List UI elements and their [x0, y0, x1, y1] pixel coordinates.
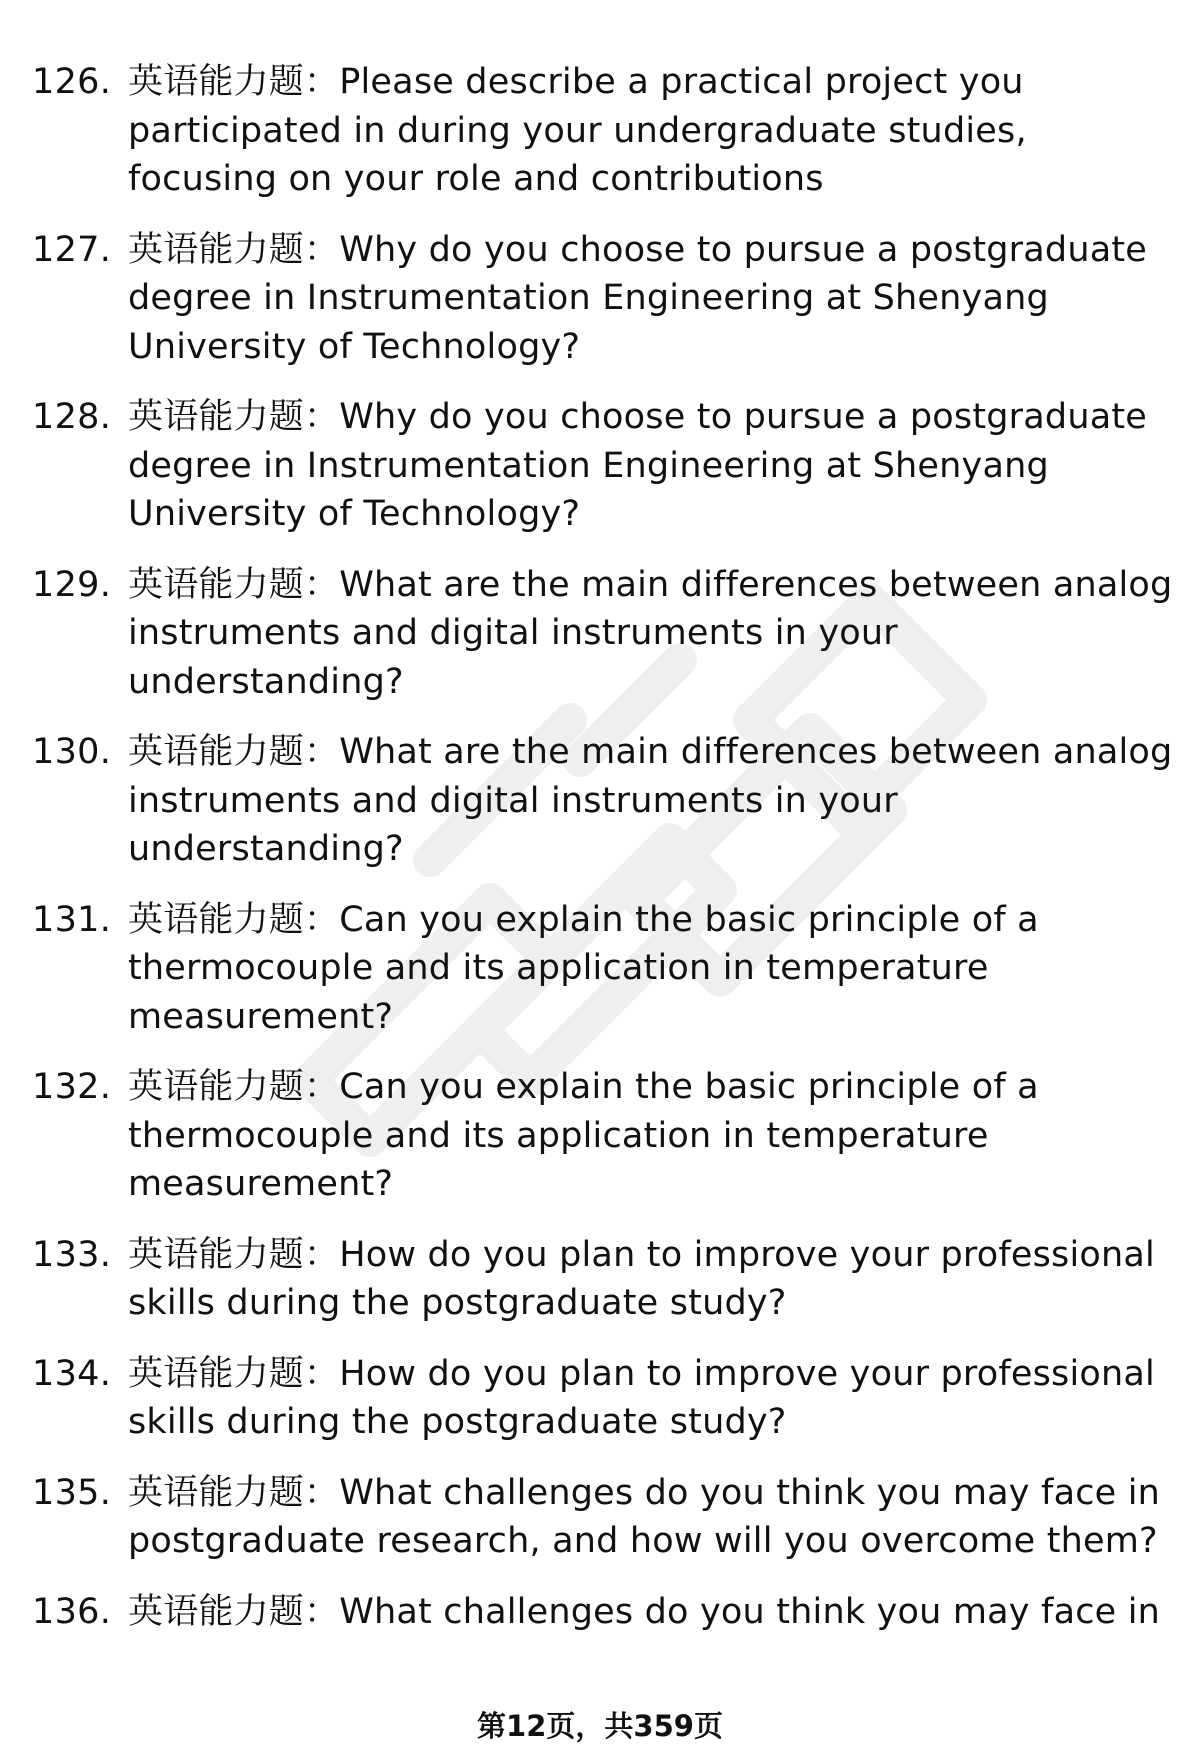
- question-text: Can you explain the basic principle of a thermocouple and its application in temperature measurement?: [128, 899, 1039, 1037]
- question-item: [0, 1469, 1200, 1566]
- question-item: [0, 896, 1200, 1042]
- question-text: What are the main differences between analog instruments and digital instruments in your understanding?: [128, 564, 1173, 702]
- question-item: [0, 393, 1200, 539]
- question-category: 英语能力题：: [128, 62, 340, 102]
- question-list: [0, 58, 1200, 1658]
- question-text: Can you explain the basic principle of a thermocouple and its application in temperature measurement?: [128, 1067, 1039, 1204]
- question-item: [0, 1588, 1200, 1637]
- question-item: [0, 561, 1200, 707]
- question-body: [128, 561, 1178, 707]
- question-category: 英语能力题：: [128, 229, 340, 270]
- question-category: 英语能力题：: [128, 1353, 340, 1394]
- question-number: 128.: [32, 397, 112, 437]
- question-item: [0, 58, 1200, 204]
- question-body: [128, 728, 1178, 874]
- question-item: [0, 1350, 1200, 1447]
- question-category: 英语能力题：: [128, 1234, 340, 1275]
- question-body: [128, 58, 1178, 204]
- question-number: 126.: [32, 62, 112, 102]
- question-category: 英语能力题：: [128, 397, 340, 437]
- question-number: 133.: [32, 1234, 112, 1275]
- question-text: Why do you choose to pursue a postgraduate degree in Instrumentation Engineering at Shenyang University of Technology?: [128, 229, 1148, 367]
- question-number: 127.: [32, 229, 112, 270]
- question-body: [128, 1350, 1178, 1447]
- question-number: 130.: [32, 732, 112, 772]
- question-category: 英语能力题：: [128, 899, 340, 940]
- page-footer: [0, 1708, 1200, 1744]
- question-text: How do you plan to improve your professional skills during the postgraduate study?: [128, 1353, 1155, 1442]
- question-number: 131.: [32, 899, 112, 940]
- question-category: 英语能力题：: [128, 732, 340, 772]
- question-text: What challenges do you think you may face in: [339, 1591, 1161, 1632]
- question-body: [128, 226, 1178, 372]
- question-text: What are the main differences between analog instruments and digital instruments in your understanding?: [128, 732, 1173, 869]
- question-number: 135.: [32, 1472, 112, 1513]
- question-number: 129.: [32, 564, 112, 605]
- question-category: 英语能力题：: [128, 564, 340, 605]
- question-number: 136.: [32, 1591, 112, 1632]
- question-text: Why do you choose to pursue a postgraduate degree in Instrumentation Engineering at Shenyang University of Technology?: [128, 397, 1148, 534]
- question-category: 英语能力题：: [128, 1067, 340, 1107]
- question-body: [128, 393, 1178, 539]
- question-item: [0, 226, 1200, 372]
- question-body: [128, 896, 1178, 1042]
- question-number: 134.: [32, 1353, 112, 1394]
- question-body: [128, 1469, 1178, 1566]
- question-item: [0, 1231, 1200, 1328]
- question-body: [128, 1063, 1178, 1209]
- page-number-label: 第12页，共359页: [477, 1709, 723, 1743]
- question-text: Please describe a practical project you participated in during your undergraduate studies, focusing on your role and contributions: [128, 62, 1027, 199]
- question-text: What challenges do you think you may face in postgraduate research, and how will you overcome them?: [128, 1472, 1161, 1561]
- question-body: [128, 1588, 1178, 1637]
- question-category: 英语能力题：: [128, 1591, 340, 1632]
- question-item: [0, 1063, 1200, 1209]
- question-category: 英语能力题：: [128, 1472, 340, 1513]
- question-item: [0, 728, 1200, 874]
- question-number: 132.: [32, 1067, 112, 1107]
- question-text: How do you plan to improve your professional skills during the postgraduate study?: [128, 1234, 1155, 1323]
- question-body: [128, 1231, 1178, 1328]
